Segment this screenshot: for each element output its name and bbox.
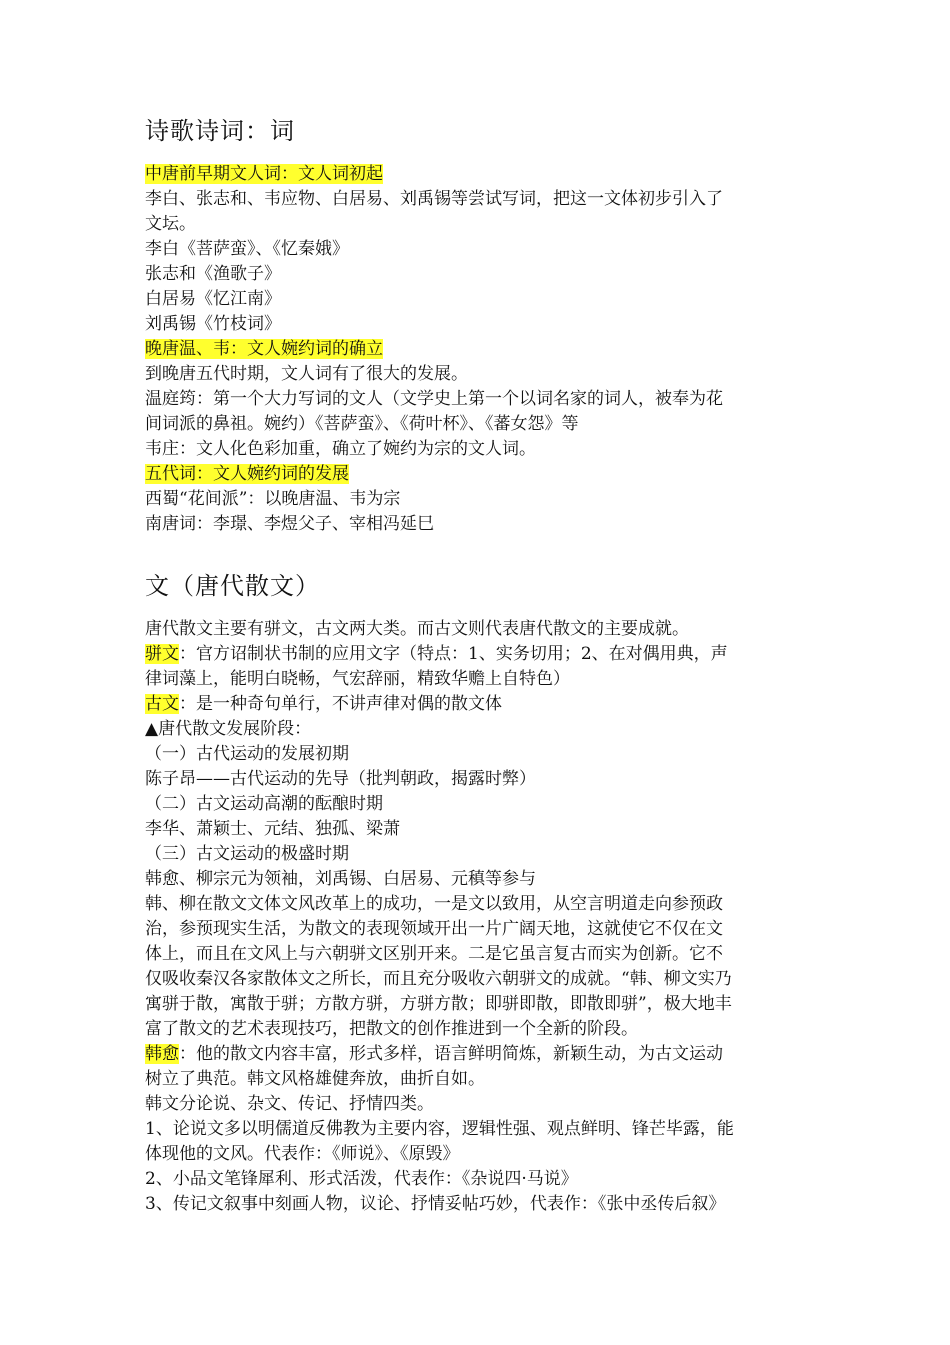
text-line bbox=[145, 992, 810, 1017]
text-line bbox=[145, 667, 810, 692]
document-page bbox=[145, 112, 810, 1217]
text-line bbox=[145, 892, 810, 917]
text-line bbox=[145, 337, 810, 362]
text-line bbox=[145, 1167, 810, 1192]
line-text: 南唐词：李璟、李煜父子、宰相冯延巳 bbox=[145, 514, 434, 534]
line-text: 体上，而且在文风上与六朝骈文区别开来。二是它虽言复古而实为创新。它不 bbox=[145, 944, 723, 964]
text-line bbox=[145, 312, 810, 337]
line-text: 树立了典范。韩文风格雄健奔放，曲折自如。 bbox=[145, 1069, 485, 1089]
line-text: 陈子昂——古代运动的先导（批判朝政，揭露时弊） bbox=[145, 769, 536, 789]
highlighted-term: 骈文 bbox=[145, 644, 179, 664]
line-text: 韩愈、柳宗元为领袖，刘禹锡、白居易、元稹等参与 bbox=[145, 869, 536, 889]
line-text: ：官方诏制状书制的应用文字（特点：1、实务切用；2、在对偶用典，声 bbox=[179, 644, 728, 664]
line-text: 3、传记文叙事中刻画人物，议论、抒情妥帖巧妙，代表作：《张中丞传后叙》 bbox=[145, 1194, 726, 1214]
highlighted-term: 五代词：文人婉约词的发展 bbox=[145, 464, 349, 484]
line-text: 温庭筠：第一个大力写词的文人（文学史上第一个以词名家的词人，被奉为花 bbox=[145, 389, 723, 409]
line-text: 体现他的文风。代表作：《师说》、《原毁》 bbox=[145, 1144, 460, 1164]
text-line bbox=[145, 1042, 810, 1067]
text-line bbox=[145, 437, 810, 462]
text-line bbox=[145, 842, 810, 867]
line-text: 李白《菩萨蛮》、《忆秦娥》 bbox=[145, 239, 349, 259]
line-text: 西蜀“花间派”：以晚唐温、韦为宗 bbox=[145, 489, 401, 509]
line-text: 到晚唐五代时期，文人词有了很大的发展。 bbox=[145, 364, 468, 384]
text-line bbox=[145, 387, 810, 412]
section-ci-body bbox=[145, 162, 810, 537]
text-line bbox=[145, 1067, 810, 1092]
text-line bbox=[145, 917, 810, 942]
text-line bbox=[145, 162, 810, 187]
line-text: ▲唐代散文发展阶段： bbox=[145, 719, 312, 739]
text-line bbox=[145, 1017, 810, 1042]
line-text: 文坛。 bbox=[145, 214, 196, 234]
line-text: 治，参预现实生活，为散文的表现领域开出一片广阔天地，这就使它不仅在文 bbox=[145, 919, 723, 939]
line-text: 富了散文的艺术表现技巧，把散文的创作推进到一个全新的阶段。 bbox=[145, 1019, 638, 1039]
line-text: 1、论说文多以明儒道反佛教为主要内容，逻辑性强、观点鲜明、锋芒毕露，能 bbox=[145, 1119, 734, 1139]
line-text: 2、小品文笔锋犀利、形式活泼，代表作：《杂说四·马说》 bbox=[145, 1169, 578, 1189]
line-text: 间词派的鼻祖。婉约）《菩萨蛮》、《荷叶杯》、《蕃女怨》等 bbox=[145, 414, 579, 434]
text-line bbox=[145, 817, 810, 842]
line-text: ：是一种奇句单行，不讲声律对偶的散文体 bbox=[179, 694, 502, 714]
line-text: ：他的散文内容丰富，形式多样，语言鲜明简炼，新颖生动，为古文运动 bbox=[179, 1044, 723, 1064]
line-text: 刘禹锡《竹枝词》 bbox=[145, 314, 281, 334]
highlighted-term: 中唐前早期文人词：文人词初起 bbox=[145, 164, 383, 184]
text-line bbox=[145, 767, 810, 792]
text-line bbox=[145, 1192, 810, 1217]
text-line bbox=[145, 1092, 810, 1117]
line-text: 唐代散文主要有骈文，古文两大类。而古文则代表唐代散文的主要成就。 bbox=[145, 619, 689, 639]
text-line bbox=[145, 187, 810, 212]
text-line bbox=[145, 1142, 810, 1167]
text-line bbox=[145, 412, 810, 437]
text-line bbox=[145, 967, 810, 992]
text-line bbox=[145, 1117, 810, 1142]
line-text: 韩、柳在散文文体文风改革上的成功，一是文以致用，从空言明道走向参预政 bbox=[145, 894, 723, 914]
line-text: 韩文分论说、杂文、传记、抒情四类。 bbox=[145, 1094, 434, 1114]
text-line bbox=[145, 287, 810, 312]
text-line bbox=[145, 212, 810, 237]
line-text: 仅吸收秦汉各家散体文之所长，而且充分吸收六朝骈文的成就。“韩、柳文实乃 bbox=[145, 969, 732, 989]
highlighted-term: 韩愈 bbox=[145, 1044, 179, 1064]
text-line bbox=[145, 487, 810, 512]
section-title-ci: 诗歌诗词：词 bbox=[145, 117, 295, 145]
text-line bbox=[145, 692, 810, 717]
line-text: 李白、张志和、韦应物、白居易、刘禹锡等尝试写词，把这一文体初步引入了 bbox=[145, 189, 723, 209]
text-line bbox=[145, 717, 810, 742]
section-title-prose: 文（唐代散文） bbox=[145, 572, 320, 600]
line-text: 律词藻上，能明白晓畅，气宏辞丽，精致华赡上自特色） bbox=[145, 669, 570, 689]
text-line bbox=[145, 867, 810, 892]
line-text: 韦庄：文人化色彩加重，确立了婉约为宗的文人词。 bbox=[145, 439, 536, 459]
line-text: （一）古代运动的发展初期 bbox=[145, 744, 349, 764]
text-line bbox=[145, 512, 810, 537]
text-line bbox=[145, 237, 810, 262]
section-prose-body bbox=[145, 617, 810, 1217]
text-line bbox=[145, 617, 810, 642]
highlighted-term: 晚唐温、韦：文人婉约词的确立 bbox=[145, 339, 383, 359]
line-text: 张志和《渔歌子》 bbox=[145, 264, 281, 284]
text-line bbox=[145, 942, 810, 967]
text-line bbox=[145, 462, 810, 487]
line-text: 白居易《忆江南》 bbox=[145, 289, 281, 309]
line-text: 李华、萧颖士、元结、独孤、梁萧 bbox=[145, 819, 400, 839]
line-text: 寓骈于散，寓散于骈；方散方骈，方骈方散；即骈即散，即散即骈”，极大地丰 bbox=[145, 994, 732, 1014]
text-line bbox=[145, 262, 810, 287]
text-line bbox=[145, 742, 810, 767]
line-text: （三）古文运动的极盛时期 bbox=[145, 844, 349, 864]
text-line bbox=[145, 642, 810, 667]
text-line bbox=[145, 792, 810, 817]
line-text: （二）古文运动高潮的酝酿时期 bbox=[145, 794, 383, 814]
text-line bbox=[145, 362, 810, 387]
highlighted-term: 古文 bbox=[145, 694, 179, 714]
